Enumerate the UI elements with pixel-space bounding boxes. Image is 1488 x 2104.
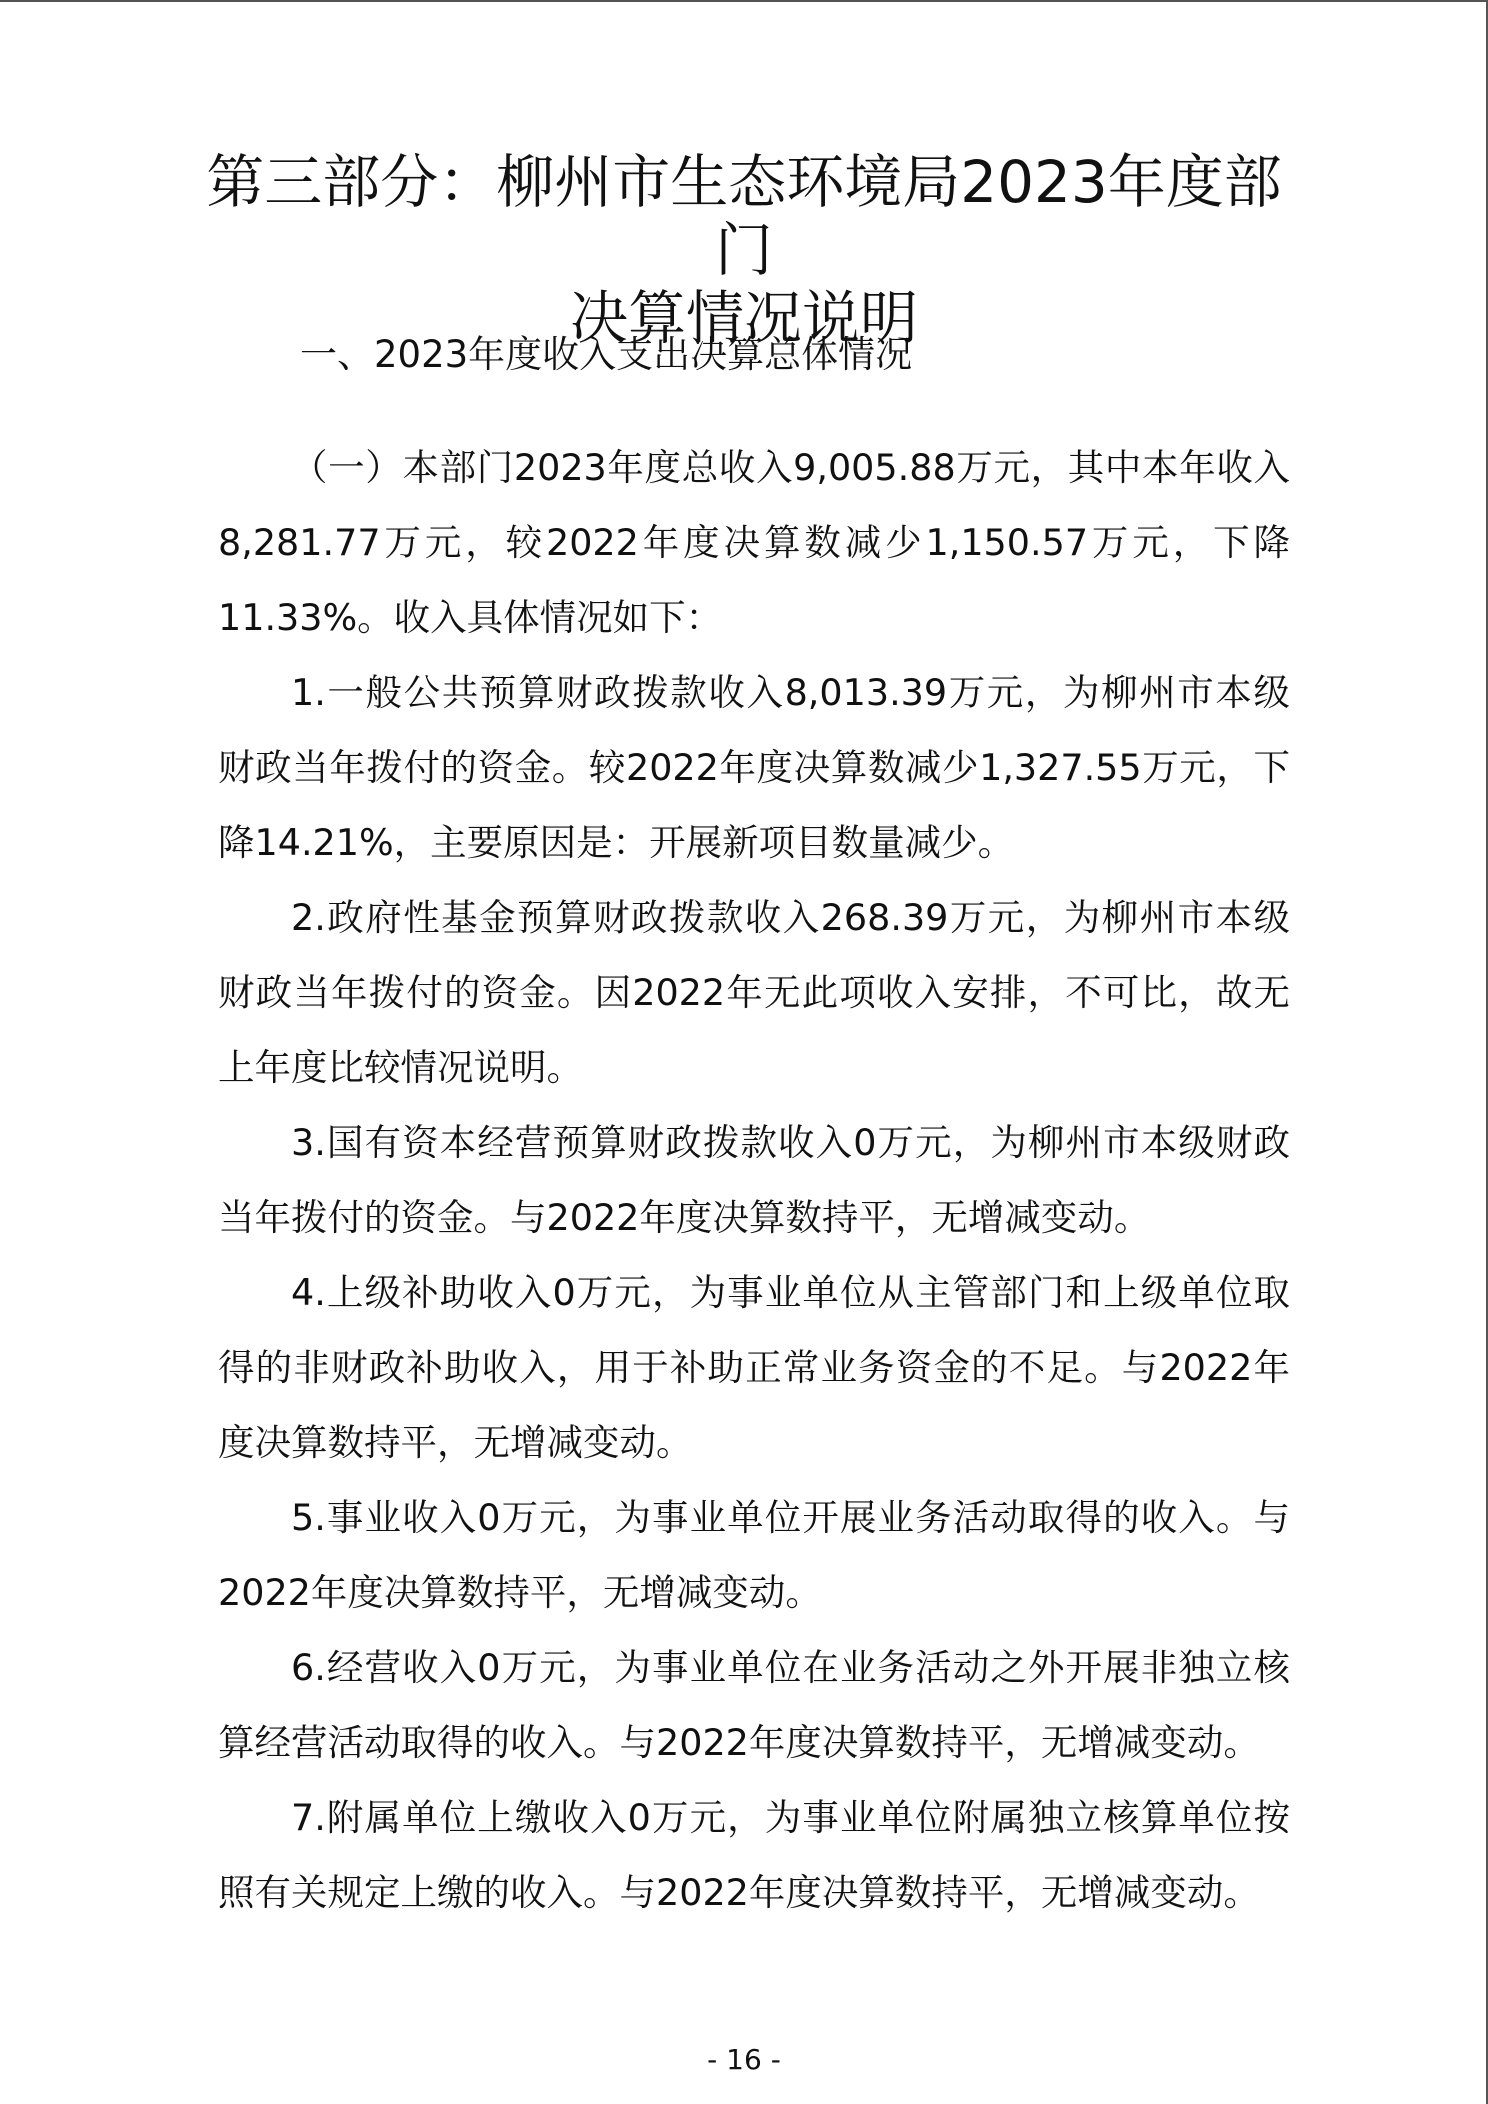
document-title <box>180 148 1308 352</box>
paragraph-item-5: 5.事业收入0万元，为事业单位开展业务活动取得的收入。与2022年度决算数持平，无增减变动。 <box>218 1496 1290 1614</box>
page-top-border <box>0 0 1488 2</box>
document-title-line-1: 第三部分：柳州市生态环境局2023年度部门 <box>206 148 1282 284</box>
section-heading: 一、2023年度收入支出决算总体情况 <box>300 333 913 376</box>
paragraph-item-3: 3.国有资本经营预算财政拨款收入0万元，为柳州市本级财政当年拨付的资金。与2022年度决算数持平，无增减变动。 <box>218 1121 1290 1239</box>
page-number: - 16 - <box>707 2043 781 2076</box>
paragraph-item-1: 1.一般公共预算财政拨款收入8,013.39万元，为柳州市本级财政当年拨付的资金。较2022年度决算数减少1,327.55万元，下降14.21%，主要原因是：开展新项目数量减少。 <box>218 671 1290 864</box>
paragraph-item-4: 4.上级补助收入0万元，为事业单位从主管部门和上级单位取得的非财政补助收入，用于补助正常业务资金的不足。与2022年度决算数持平，无增减变动。 <box>218 1271 1290 1464</box>
paragraph-income-overview: （一）本部门2023年度总收入9,005.88万元，其中本年收入8,281.77万元，较2022年度决算数减少1,150.57万元，下降11.33%。收入具体情况如下： <box>218 446 1290 639</box>
paragraph-item-6: 6.经营收入0万元，为事业单位在业务活动之外开展非独立核算经营活动取得的收入。与2022年度决算数持平，无增减变动。 <box>218 1646 1290 1764</box>
body-text <box>218 430 1290 1930</box>
document-title-line-2: 决算情况说明 <box>569 284 918 352</box>
paragraph-item-7: 7.附属单位上缴收入0万元，为事业单位附属独立核算单位按照有关规定上缴的收入。与2022年度决算数持平，无增减变动。 <box>218 1796 1290 1914</box>
paragraph-item-2: 2.政府性基金预算财政拨款收入268.39万元，为柳州市本级财政当年拨付的资金。因2022年无此项收入安排，不可比，故无上年度比较情况说明。 <box>218 896 1290 1089</box>
